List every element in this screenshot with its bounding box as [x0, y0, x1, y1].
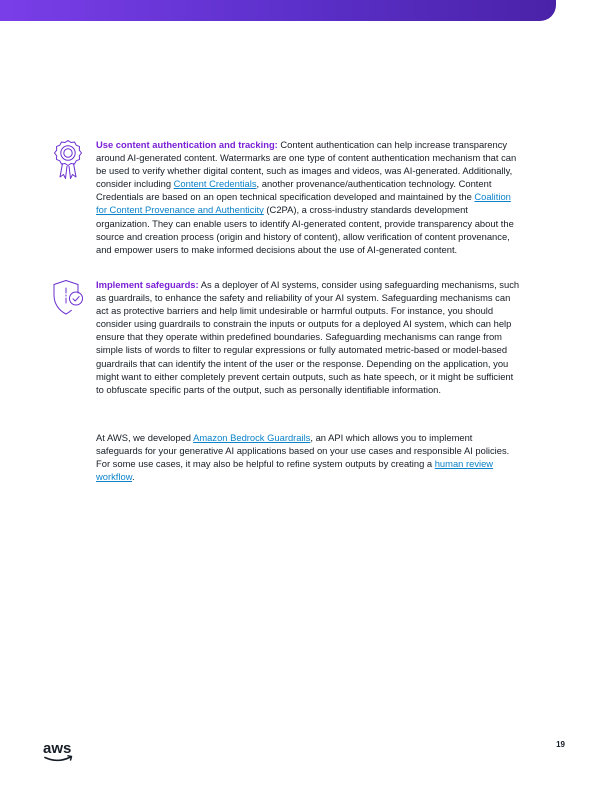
- award-ribbon-icon: [53, 139, 83, 181]
- amazon-bedrock-guardrails-link[interactable]: Amazon Bedrock Guardrails: [193, 432, 311, 443]
- paragraph-text: As a deployer of AI systems, consider using safeguarding mechanisms, such as guardrails, to enhance the safety and reliability of your AI system. Safeguarding mechanisms can act as protective barriers and help limit undesirable or harmful outputs. For instance, you should consider using guardrails to constrain the inputs or outputs for a deployed AI system, which can help ensure that they operate within predefined boundaries. Safeguarding mechanisms can range from simple lists of words to filter to regular expressions or fully automated metric-based or model-based guardrails that can identify the intent of the user or the response. Depending on the application, you might want to either completely prevent certain outputs, such as hate speech, or it might be sufficient to obfuscate specific parts of the output, such as personally identifiable information.: [96, 279, 520, 395]
- safeguards-paragraph: [96, 278, 520, 396]
- aws-guardrails-section: [96, 431, 520, 483]
- paragraph-text: , another provenance/authentication technology. Content Credentials are based on an open technical specification developed and maintained by the: [96, 178, 492, 203]
- header-band: [0, 0, 556, 21]
- aws-logo-icon: [42, 739, 76, 765]
- aws-guardrails-paragraph: [96, 431, 520, 483]
- paragraph-text: (C2PA), a cross-industry standards development organization. They can enable users to identify AI-generated content, provide transparency about the source and creation process (origin and history of content), allow verification of content provenance, and empower users to make informed decisions about the use of AI-generated content.: [96, 204, 514, 255]
- aws-logo-text: aws: [43, 740, 72, 757]
- content-authentication-paragraph: [96, 138, 520, 256]
- page-number: 19: [556, 740, 565, 749]
- paragraph-text: , an API which allows you to implement safeguards for your generative AI applications based on your use cases and responsible AI policies. For some use cases, it may also be helpful to refine system outputs by creating a: [96, 432, 510, 470]
- paragraph-text: .: [131, 471, 135, 483]
- paragraph-text: Content authentication can help increase transparency around AI-generated content. Watermarks are one type of content authentication mechanism that can be used to verify whether digital content, such as images and videos, was AI-generated. Additionally, consider including: [96, 139, 517, 190]
- implement-safeguards-section: [96, 278, 520, 396]
- shield-check-icon: [52, 279, 86, 317]
- section-lead-heading: Implement safeguards:: [96, 279, 199, 290]
- section-lead-heading: Use content authentication and tracking:: [96, 139, 278, 150]
- content-credentials-link[interactable]: Content Credentials: [173, 178, 257, 190]
- paragraph-text: At AWS, we developed: [96, 432, 194, 443]
- c2pa-link[interactable]: Coalition for Content Provenance and Authenticity: [96, 191, 511, 216]
- content-authentication-section: [96, 138, 520, 256]
- human-review-workflow-link[interactable]: human review workflow: [96, 458, 494, 483]
